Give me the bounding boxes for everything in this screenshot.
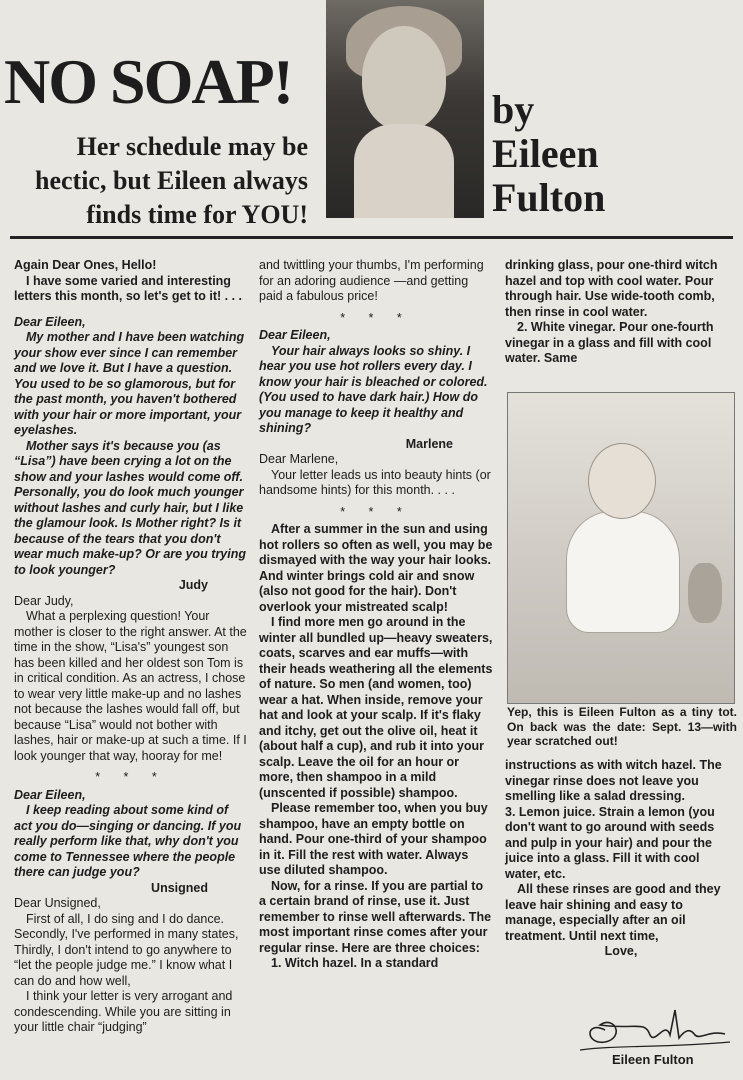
tips-paragraph-5: 1. Witch hazel. In a standard	[271, 956, 439, 970]
tips-paragraph-3: Please remember too, when you buy shampoo, have an empty bottle on hand. Pour one-third of your shampoo in it. Fill the rest with water. Always use diluted shampoo.	[259, 801, 488, 877]
headline: NO SOAP!	[4, 46, 292, 117]
letter1-signoff: Judy	[178, 578, 208, 592]
closing-love: Love,	[604, 944, 638, 958]
tips-paragraph-1: After a summer in the sun and using hot rollers so often as well, you may be dismayed with the way your hair looks. And winter brings cold air and snow (also not good for the hair). Don't overlook your mistreated scalp!	[259, 522, 493, 614]
letter3-salutation: Dear Eileen,	[259, 328, 331, 342]
reply1-salutation: Dear Judy,	[14, 593, 74, 608]
baby-photo-dress	[566, 511, 680, 633]
baby-photo-doll	[688, 563, 722, 623]
column-1	[14, 258, 248, 1036]
baby-photo-head	[588, 443, 656, 519]
reply3-salutation: Dear Marlene,	[259, 452, 339, 466]
reply2-salutation: Dear Unsigned,	[14, 896, 101, 910]
photo-scarf	[354, 124, 454, 218]
byline-first-name: Eileen	[492, 131, 599, 176]
author-photo	[326, 0, 484, 218]
intro-paragraph: I have some varied and interesting letters this month, so let's get to it! . . .	[14, 273, 242, 303]
tips-paragraph-4: Now, for a rinse. If you are partial to a certain brand of rinse, use it. Just remember to rinse well afterwards. The most important rinse comes after your regular rinse. Here are three choices:	[259, 878, 492, 955]
reply2-paragraph-1: First of all, I do sing and I do dance. Secondly, I've performed in many states, Thirdly, I don't intend to go anywhere to “let the people judge me.” I know what I can do and how well,	[14, 911, 239, 988]
letter2-text: I keep reading about some kind of act you do—singing or dancing. If you really perform like that, why don't you come to Tennessee where the people there can judge you?	[14, 803, 242, 879]
header-divider	[10, 236, 733, 239]
letter1-salutation: Dear Eileen,	[14, 314, 86, 329]
letter1-paragraph-2: Mother says it's because you (as “Lisa”) have been crying a lot on the show and your lashes would come off. Personally, you do look much younger without lashes and curly hair, but I like the glamour look. Is Mother right? Is it because of the tears that you don't wear much make-up? Or are you trying to look younger?	[14, 438, 247, 577]
photo-caption: Yep, this is Eileen Fulton as a tiny tot. On back was the date: Sept. 13—with year scratched out!	[507, 705, 737, 748]
baby-photo	[507, 392, 735, 704]
section-stars-2: * * *	[340, 310, 412, 325]
letter2-salutation: Dear Eileen,	[14, 787, 86, 802]
author-name: Eileen Fulton	[612, 1052, 694, 1067]
letter3-signoff: Marlene	[405, 436, 453, 451]
reply2-continued: and twittling your thumbs, I'm performing for an adoring audience —and getting paid a fabulous price!	[259, 258, 484, 303]
tips-paragraph-2: I find more men go around in the winter all bundled up—heavy sweaters, coats, scarves and ear muffs—with their heads weathering all the elements of nature. So men (and women, too) wear a hat. When inside, remove your hat and look at your scalp. If it's flaky and itchy, get out the olive oil, heat it (about half a cup), and rub it into your scalp. Leave the oil for an hour or more, then shampoo in a mild (unscented if possible) shampoo.	[259, 615, 493, 800]
letter2-signoff: Unsigned	[151, 880, 208, 895]
byline-by: by	[492, 87, 535, 132]
column-2	[259, 258, 493, 972]
closing-paragraph: All these rinses are good and they leave hair shining and easy to manage, especially after an oil treatment. Until next time,	[505, 882, 721, 943]
column-3	[505, 258, 737, 367]
section-stars-1: * * *	[95, 770, 167, 784]
subhead: Her schedule may be hectic, but Eileen always finds time for YOU!	[35, 132, 308, 229]
letter1-paragraph-1: My mother and I have been watching your show ever since I can remember and we love it. But I have a question. You used to be so glamorous, but for the past month, you haven't bothered with your hair or more important, your eyelashes.	[14, 330, 245, 437]
section-stars-3: * * *	[340, 504, 412, 519]
signature-image	[575, 990, 735, 1060]
byline-last-name: Fulton	[492, 175, 606, 220]
rinse-3: 3. Lemon juice. Strain a lemon (you don't want to go around with seeds and pulp in your hair) and pour the juice into a glass. Fill it with cool water, etc.	[505, 804, 715, 881]
byline	[492, 88, 605, 220]
rinse-2: 2. White vinegar. Pour one-fourth vinegar in a glass and fill with cool water. Same	[505, 320, 714, 365]
letter3-text: Your hair always looks so shiny. I hear you use hot rollers every day. I know your hair is bleached or colored. (You used to have dark hair.) How do you manage to keep it healthy and shining?	[259, 343, 488, 435]
photo-face	[362, 26, 446, 130]
rinse-1-continued: drinking glass, pour one-third witch hazel and top with cool water. Pour through hair. Use wide-tooth comb, then rinse in cool water.	[505, 258, 718, 319]
reply3-text: Your letter leads us into beauty hints (or handsome hints) for this month. . . .	[259, 467, 491, 497]
rinse-2-continued: instructions as with witch hazel. The vinegar rinse does not leave you smelling like a salad dressing.	[505, 758, 722, 803]
column-3-bottom	[505, 758, 737, 960]
reply2-paragraph-2: I think your letter is very arrogant and condescending. While you are sitting in your little chair “judging”	[14, 989, 233, 1034]
reply1-text: What a perplexing question! Your mother is closer to the right answer. At the time in the show, “Lisa's” youngest son has been killed and her oldest son Tom is in critical condition. As an actress, I chose to wear very little make-up and no lashes not because the lashes would fall off, but because “Lisa” would not bother with lashes, hair or make-up at such a time. If I look younger that way, hooray for me!	[14, 609, 247, 763]
greeting: Again Dear Ones, Hello!	[14, 258, 157, 272]
